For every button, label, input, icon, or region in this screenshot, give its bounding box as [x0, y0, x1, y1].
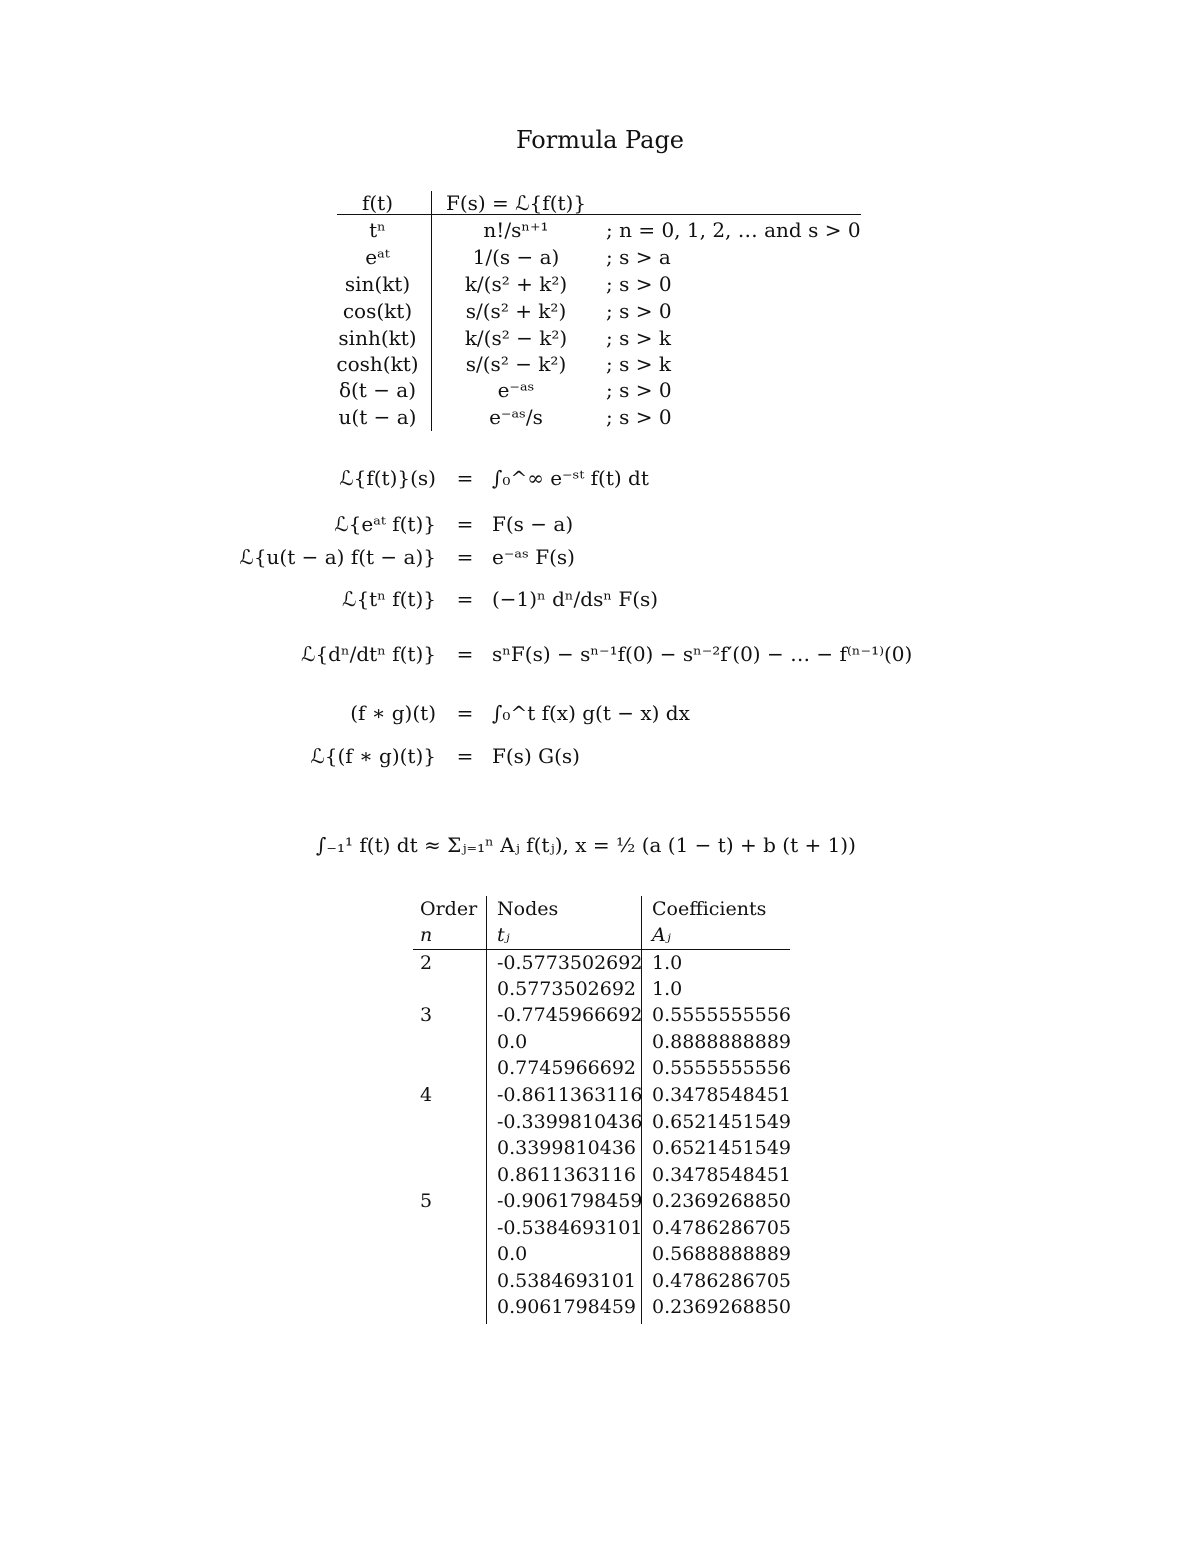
laplace-row-F: n!/sⁿ⁺¹	[483, 218, 549, 242]
laplace-row-F: s/(s² − k²)	[465, 352, 567, 376]
gauss-order: 3	[420, 1004, 433, 1026]
gauss-node: -0.7745966692	[497, 1004, 643, 1026]
property-lhs: ℒ{u(t − a) f(t − a)}	[239, 545, 436, 569]
equals-sign: =	[456, 466, 474, 490]
property-rhs: F(s − a)	[492, 512, 574, 536]
gauss-header-nodes: Nodes	[497, 898, 559, 920]
page-title: Formula Page	[515, 126, 685, 154]
gauss-node: -0.5773502692	[497, 952, 643, 974]
laplace-header-F: F(s) = ℒ{f(t)}	[445, 191, 587, 215]
gauss-header-coefficients-symbol: Aⱼ	[652, 924, 671, 946]
property-rhs: e⁻ᵃˢ F(s)	[492, 545, 575, 569]
laplace-row-condition: ; s > a	[606, 245, 671, 269]
laplace-row-f: u(t − a)	[338, 405, 417, 429]
gauss-header-coefficients: Coefficients	[652, 898, 767, 920]
laplace-row-condition: ; n = 0, 1, 2, … and s > 0	[606, 218, 861, 242]
laplace-row-F: k/(s² + k²)	[464, 272, 568, 296]
property-rhs: ∫₀^∞ e⁻ˢᵗ f(t) dt	[492, 466, 649, 490]
gauss-table-rule	[413, 949, 790, 950]
laplace-table-divider	[431, 191, 432, 431]
gauss-order: 4	[420, 1084, 433, 1106]
property-rhs: sⁿF(s) − sⁿ⁻¹f(0) − sⁿ⁻²f′(0) − … − f⁽ⁿ⁻¹⁾(0)	[492, 642, 913, 666]
equals-sign: =	[456, 587, 474, 611]
gauss-node: 0.7745966692	[497, 1057, 637, 1079]
laplace-row-F: s/(s² + k²)	[465, 299, 567, 323]
laplace-row-condition: ; s > 0	[606, 272, 672, 296]
gauss-node: -0.9061798459	[497, 1190, 643, 1212]
gauss-coefficient: 0.5555555556	[652, 1057, 792, 1079]
laplace-row-f: δ(t − a)	[338, 378, 417, 402]
equals-sign: =	[456, 545, 474, 569]
gauss-node: -0.8611363116	[497, 1084, 643, 1106]
gauss-node: 0.8611363116	[497, 1164, 637, 1186]
equals-sign: =	[456, 512, 474, 536]
gauss-order: 2	[420, 952, 433, 974]
property-lhs: ℒ{dⁿ/dtⁿ f(t)}	[301, 642, 436, 666]
gauss-node: -0.5384693101	[497, 1217, 643, 1239]
property-rhs: ∫₀^t f(x) g(t − x) dx	[492, 701, 690, 725]
gauss-table-divider	[486, 896, 487, 1324]
gauss-coefficient: 0.4786286705	[652, 1270, 792, 1292]
laplace-row-F: 1/(s − a)	[472, 245, 560, 269]
equals-sign: =	[456, 701, 474, 725]
gauss-node: 0.9061798459	[497, 1296, 637, 1318]
gauss-coefficient: 1.0	[652, 952, 683, 974]
gauss-coefficient: 0.2369268850	[652, 1190, 792, 1212]
gauss-node: -0.3399810436	[497, 1111, 643, 1133]
gauss-coefficient: 0.2369268850	[652, 1296, 792, 1318]
gauss-node: 0.0	[497, 1243, 528, 1265]
gauss-node: 0.0	[497, 1031, 528, 1053]
laplace-row-f: sinh(kt)	[338, 326, 417, 350]
gauss-order: 5	[420, 1190, 433, 1212]
gauss-coefficient: 0.5688888889	[652, 1243, 792, 1265]
laplace-row-f: cosh(kt)	[336, 352, 419, 376]
gauss-coefficient: 0.5555555556	[652, 1004, 792, 1026]
laplace-row-F: e⁻ᵃˢ	[497, 378, 535, 402]
gauss-header-nodes-symbol: tⱼ	[497, 924, 510, 946]
gauss-coefficient: 0.8888888889	[652, 1031, 792, 1053]
gauss-header-order: Order	[420, 898, 478, 920]
laplace-row-condition: ; s > k	[606, 326, 671, 350]
gauss-node: 0.3399810436	[497, 1137, 637, 1159]
laplace-row-condition: ; s > 0	[606, 299, 672, 323]
laplace-row-condition: ; s > 0	[606, 378, 672, 402]
gauss-coefficient: 0.6521451549	[652, 1111, 792, 1133]
laplace-row-condition: ; s > 0	[606, 405, 672, 429]
laplace-row-f: tⁿ	[369, 218, 386, 242]
laplace-row-condition: ; s > k	[606, 352, 671, 376]
gauss-coefficient: 1.0	[652, 978, 683, 1000]
property-lhs: ℒ{tⁿ f(t)}	[342, 587, 436, 611]
equals-sign: =	[456, 744, 474, 768]
gauss-header-order-symbol: n	[420, 924, 433, 946]
gauss-coefficient: 0.3478548451	[652, 1084, 792, 1106]
equals-sign: =	[456, 642, 474, 666]
gauss-coefficient: 0.4786286705	[652, 1217, 792, 1239]
laplace-header-f: f(t)	[361, 191, 394, 215]
property-rhs: F(s) G(s)	[492, 744, 580, 768]
laplace-row-f: cos(kt)	[342, 299, 413, 323]
gauss-node: 0.5384693101	[497, 1270, 637, 1292]
laplace-row-f: sin(kt)	[344, 272, 411, 296]
quadrature-formula: ∫₋₁¹ f(t) dt ≈ Σⱼ₌₁ⁿ Aⱼ f(tⱼ), x = ½ (a (1 − t) + b (t + 1))	[316, 833, 856, 857]
gauss-coefficient: 0.3478548451	[652, 1164, 792, 1186]
laplace-row-f: eᵃᵗ	[365, 245, 390, 269]
property-lhs: (f ∗ g)(t)	[350, 701, 436, 725]
property-rhs: (−1)ⁿ dⁿ/dsⁿ F(s)	[492, 587, 659, 611]
laplace-row-F: k/(s² − k²)	[464, 326, 568, 350]
gauss-coefficient: 0.6521451549	[652, 1137, 792, 1159]
gauss-node: 0.5773502692	[497, 978, 637, 1000]
property-lhs: ℒ{(f ∗ g)(t)}	[310, 744, 436, 768]
property-lhs: ℒ{eᵃᵗ f(t)}	[334, 512, 436, 536]
laplace-row-F: e⁻ᵃˢ/s	[489, 405, 543, 429]
property-lhs: ℒ{f(t)}(s)	[339, 466, 436, 490]
